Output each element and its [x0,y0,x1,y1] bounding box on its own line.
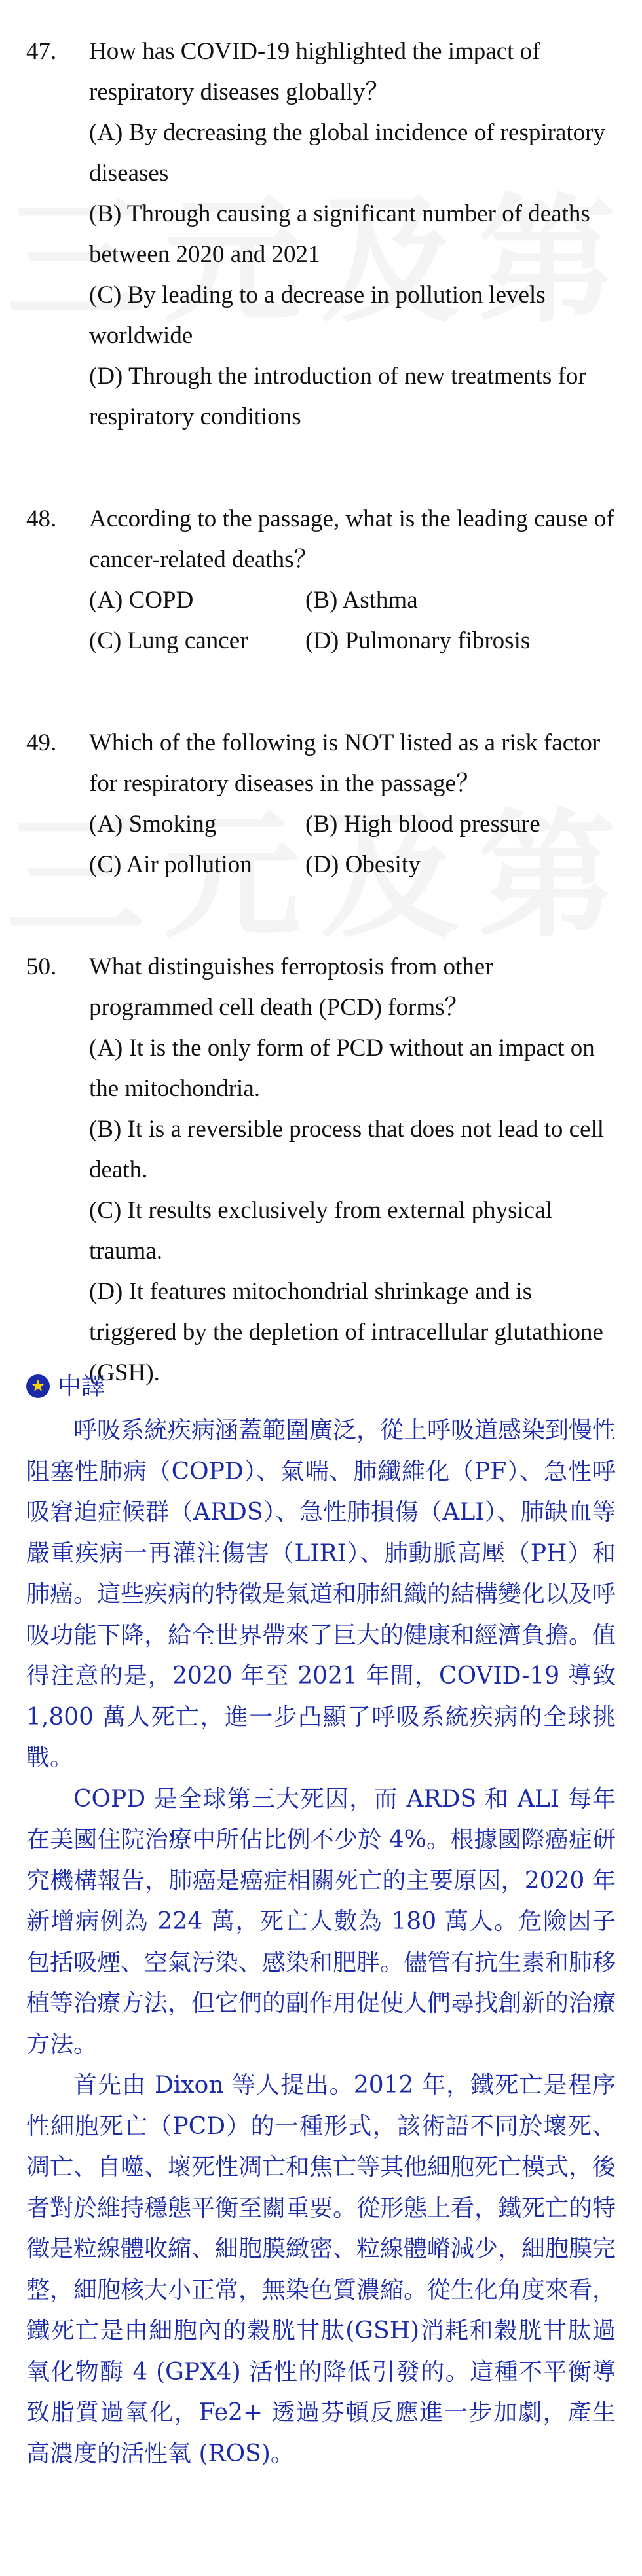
option-a: (A) By decreasing the global incidence of respiratory diseases [89,119,606,187]
option-b: (B) It is a reversible process that does not lead to cell death. [89,1116,604,1183]
question-48 [26,499,616,661]
question-stem: What distinguishes ferroptosis from other programmed cell death (PCD) forms？ [89,953,493,1021]
option-d: (D) Obesity [305,851,421,878]
option-d: (D) It features mitochondrial shrinkage and is triggered by the depletion of intracellular glutathione (GSH). [89,1278,603,1386]
option-b: (B) Asthma [305,587,418,614]
option-a: (A) It is the only form of PCD without an impact on the mitochondria. [89,1035,595,1102]
option-c: (C) Air pollution [89,851,252,878]
star-icon: ★ [26,1374,50,1398]
option-a: (A) Smoking [89,811,217,837]
translation-section [26,1367,616,2475]
translation-paragraph: COPD 是全球第三大死因，而 ARDS 和 ALI 每年在美國住院治療中所佔比例不少於 4%。根據國際癌症研究機構報告，肺癌是癌症相關死亡的主要原因，2020 年新增病例為 224 萬，死亡人數為 180 萬人。危險因子包括吸煙、空氣污染、感染和肥胖。儘管有抗生素和肺移植等治療方法，但它們的副作用促使人們尋找創新的治療方法。 [26,1785,616,2058]
question-47 [26,31,616,437]
question-number: 50. [26,953,57,980]
question-number: 47. [26,38,57,65]
question-number: 48. [26,506,57,532]
option-c: (C) By leading to a decrease in pollution levels worldwide [89,282,546,349]
option-b: (B) Through causing a significant number of deaths between 2020 and 2021 [89,200,590,268]
translation-paragraph: 首先由 Dixon 等人提出。2012 年，鐵死亡是程序性細胞死亡（PCD）的一種形式，該術語不同於壞死、凋亡、自噬、壞死性凋亡和焦亡等其他細胞死亡模式，後者對於維持穩態平衡至關重要。從形態上看，鐵死亡的特徵是粒線體收縮、細胞膜緻密、粒線體嵴減少，細胞膜完整，細胞核大小正常，無染色質濃縮。從生化角度來看，鐵死亡是由細胞內的穀胱甘肽(GSH)消耗和穀胱甘肽過氧化物酶 4 (GPX4) 活性的降低引發的。這種不平衡導致脂質過氧化，Fe2+ 透過芬頓反應進一步加劇，產生高濃度的活性氧 (ROS)。 [26,2072,616,2467]
question-list [26,31,616,1393]
question-50 [26,947,616,1393]
translation-heading-label: 中譯 [58,1373,105,1399]
option-c: (C) Lung cancer [89,627,248,654]
question-49 [26,723,616,885]
question-number: 49. [26,729,57,756]
option-c: (C) It results exclusively from external physical trauma. [89,1197,552,1264]
translation-paragraph: 呼吸系統疾病涵蓋範圍廣泛，從上呼吸道感染到慢性阻塞性肺病（COPD）、氣喘、肺纖維化（PF）、急性呼吸窘迫症候群（ARDS）、急性肺損傷（ALI）、肺缺血等嚴重疾病一再灌注傷害（LIRI）、肺動脈高壓（PH）和肺癌。這些疾病的特徵是氣道和肺組織的結構變化以及呼吸功能下降，給全世界帶來了巨大的健康和經濟負擔。值得注意的是，2020 年至 2021 年間，COVID-19 導致 1,800 萬人死亡，進一步凸顯了呼吸系統疾病的全球挑戰。 [26,1417,616,1771]
question-stem: How has COVID-19 highlighted the impact of respiratory diseases globally？ [89,38,540,105]
translation-heading [26,1367,616,1405]
option-a: (A) COPD [89,587,194,614]
option-d: (D) Through the introduction of new treatments for respiratory conditions [89,363,586,430]
question-stem: According to the passage, what is the leading cause of cancer-related deaths？ [89,506,614,573]
question-stem: Which of the following is NOT listed as a risk factor for respiratory diseases in the passage？ [89,729,601,797]
option-d: (D) Pulmonary fibrosis [305,627,531,654]
option-b: (B) High blood pressure [305,811,540,837]
